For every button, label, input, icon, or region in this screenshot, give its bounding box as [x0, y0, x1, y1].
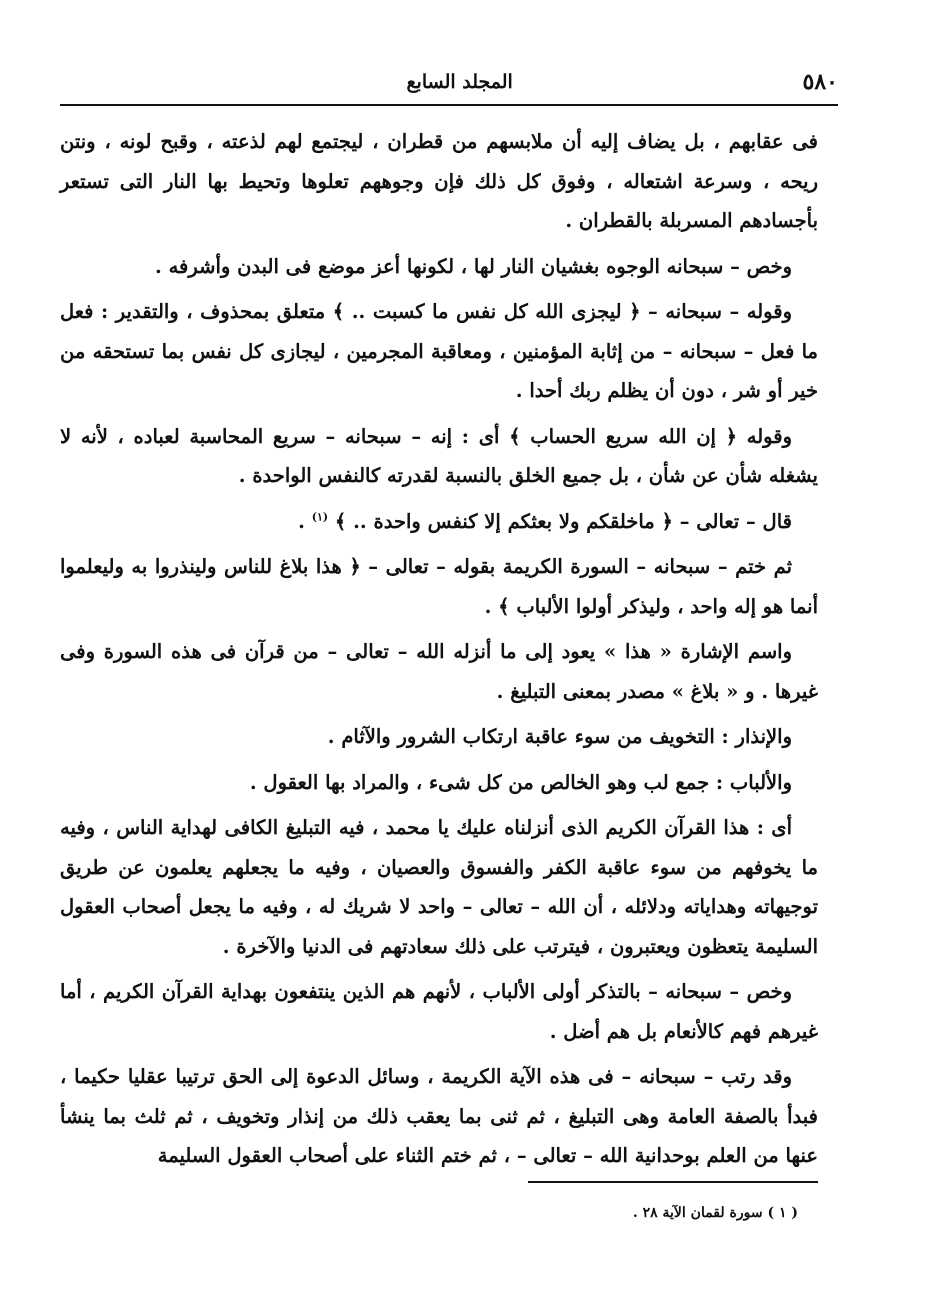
footnote: ( ١ ) سورة لقمان الآية ٢٨ . — [632, 1205, 798, 1221]
paragraph: فى عقابهم ، بل يضاف إليه أن ملابسهم من قطران ، ليجتمع لهم لذعته ، وقبح لونه ، ونتن ريحه ، وسرعة اشتعاله ، وفوق كل ذلك فإن وجوههم تعلوها وتحيط بها النار التى تستعر بأجسادهم المسربلة بالقطران . — [60, 130, 818, 232]
closing-period: . — [298, 509, 305, 533]
volume-title: المجلد السابع — [406, 71, 513, 93]
paragraph: ثم ختم – سبحانه – السورة الكريمة بقوله – تعالى – ﴿ هذا بلاغ للناس ولينذروا به وليعلموا أنما هو إله واحد ، وليذكر أولوا الألباب ﴾ . — [60, 555, 818, 618]
paragraph-with-footnote — [60, 502, 818, 542]
paragraph: والإنذار : التخويف من سوء عاقبة ارتكاب الشرور والآثام . — [327, 725, 792, 748]
paragraph: والألباب : جمع لب وهو الخالص من كل شىء ، والمراد بها العقول . — [249, 770, 792, 794]
paragraph: وخص – سبحانه الوجوه بغشيان النار لها ، لكونها أعز موضع فى البدن وأشرفه . — [155, 254, 792, 278]
paragraph: أى : هذا القرآن الكريم الذى أنزلناه عليك يا محمد ، فيه التبليغ الكافى لهداية الناس ، وفيه ما يخوفهم من سوء عاقبة الكفر والفسوق والعصيان ، وفيه ما يجعلهم يعلمون عن طريق توجيهاته وهداياته ودلائله ، أن الله – تعالى – واحد لا شريك له ، وفيه ما يجعل أصحاب العقول السليمة يتعظون ويعتبرون ، فيترتب على ذلك سعادتهم فى الدنيا والآخرة . — [60, 816, 818, 958]
paragraph: وخص – سبحانه – بالتذكر أولى الألباب ، لأنهم هم الذين ينتفعون بهداية القرآن الكريم ، أما غيرهم فهم كالأنعام بل هم أضل . — [60, 980, 818, 1043]
page-number: ٥٨٠ — [802, 69, 838, 95]
header-divider — [60, 104, 838, 106]
page-header — [60, 62, 838, 102]
paragraph-text: قال – تعالى – ﴿ ماخلقكم ولا بعثكم إلا كنفس واحدة .. ﴾ — [334, 509, 792, 533]
paragraph: وقد رتب – سبحانه – فى هذه الآية الكريمة ، وسائل الدعوة إلى الحق ترتيبا عقليا حكيما ، فبدأ بالصفة العامة وهى التبليغ ، ثم ثنى بما يعقب ذلك من إنذار وتخويف ، ثم ثلث بما ينشأ عنها من العلم بوحدانية الله – تعالى – ، ثم ختم الثناء على أصحاب العقول السليمة — [60, 1065, 818, 1167]
paragraph: وقوله – سبحانه – ﴿ ليجزى الله كل نفس ما كسبت .. ﴾ متعلق بمحذوف ، والتقدير : فعل ما فعل – سبحانه – من إثابة المؤمنين ، ومعاقبة المجرمين ، ليجازى كل نفس بما تستحقه من خير أو شر ، دون أن يظلم ربك أحدا . — [60, 300, 818, 402]
paragraph: وقوله ﴿ إن الله سريع الحساب ﴾ أى : إنه – سبحانه – سريع المحاسبة لعباده ، لأنه لا يشغله شأن عن شأن ، بل جميع الخلق بالنسبة لقدرته كالنفس الواحدة . — [60, 424, 818, 487]
footnote-divider — [528, 1181, 818, 1183]
main-text — [60, 122, 818, 1182]
paragraph: واسم الإشارة « هذا » يعود إلى ما أنزله الله – تعالى – من قرآن فى هذه السورة وفى غيرها . و « بلاغ » مصدر بمعنى التبليغ . — [60, 640, 818, 703]
footnote-reference: (١) — [311, 510, 329, 523]
